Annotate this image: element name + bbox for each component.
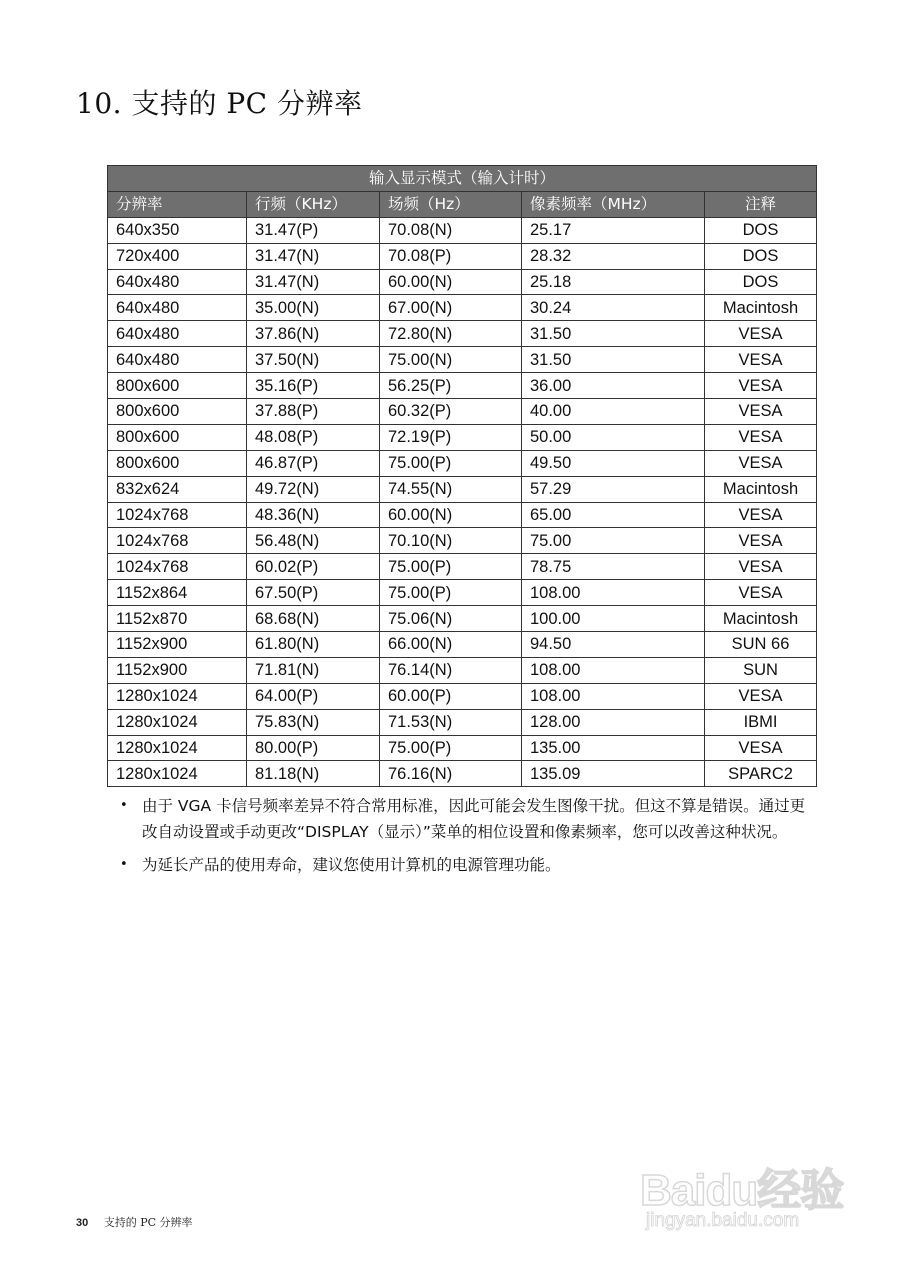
- cell-pixel-clock: 50.00: [522, 424, 705, 450]
- cell-pixel-clock: 28.32: [522, 243, 705, 269]
- cell-vertical-frequency: 72.19(P): [380, 424, 522, 450]
- note-item: [120, 793, 820, 845]
- cell-pixel-clock: 40.00: [522, 399, 705, 425]
- cell-note: VESA: [705, 683, 817, 709]
- cell-note: DOS: [705, 243, 817, 269]
- table-row: [108, 217, 817, 243]
- cell-note: Macintosh: [705, 476, 817, 502]
- table-row: [108, 528, 817, 554]
- cell-note: VESA: [705, 580, 817, 606]
- cell-horizontal-frequency: 37.86(N): [247, 321, 380, 347]
- table-row: [108, 502, 817, 528]
- cell-pixel-clock: 31.50: [522, 347, 705, 373]
- notes-list: [120, 793, 820, 885]
- cell-horizontal-frequency: 49.72(N): [247, 476, 380, 502]
- cell-vertical-frequency: 75.00(P): [380, 450, 522, 476]
- cell-horizontal-frequency: 67.50(P): [247, 580, 380, 606]
- cell-vertical-frequency: 60.00(N): [380, 269, 522, 295]
- cell-resolution: 1280x1024: [108, 709, 247, 735]
- table-row: [108, 554, 817, 580]
- cell-horizontal-frequency: 80.00(P): [247, 735, 380, 761]
- table-banner: 输入显示模式（输入计时）: [108, 166, 817, 192]
- section-title: 支持的 PC 分辨率: [131, 87, 363, 120]
- cell-note: Macintosh: [705, 606, 817, 632]
- cell-pixel-clock: 135.09: [522, 761, 705, 787]
- bullet: •: [120, 857, 128, 872]
- cell-vertical-frequency: 75.06(N): [380, 606, 522, 632]
- cell-resolution: 1152x900: [108, 657, 247, 683]
- cell-vertical-frequency: 66.00(N): [380, 632, 522, 658]
- cell-note: DOS: [705, 269, 817, 295]
- cell-pixel-clock: 94.50: [522, 632, 705, 658]
- cell-resolution: 1024x768: [108, 554, 247, 580]
- cell-note: VESA: [705, 321, 817, 347]
- cell-vertical-frequency: 56.25(P): [380, 373, 522, 399]
- cell-horizontal-frequency: 75.83(N): [247, 709, 380, 735]
- cell-resolution: 640x480: [108, 321, 247, 347]
- cell-note: DOS: [705, 217, 817, 243]
- footer-label: 支持的 PC 分辨率: [103, 1216, 193, 1229]
- cell-resolution: 800x600: [108, 373, 247, 399]
- cell-vertical-frequency: 75.00(P): [380, 735, 522, 761]
- cell-pixel-clock: 36.00: [522, 373, 705, 399]
- cell-note: VESA: [705, 399, 817, 425]
- cell-vertical-frequency: 75.00(N): [380, 347, 522, 373]
- cell-note: VESA: [705, 373, 817, 399]
- cell-pixel-clock: 65.00: [522, 502, 705, 528]
- cell-pixel-clock: 78.75: [522, 554, 705, 580]
- cell-pixel-clock: 57.29: [522, 476, 705, 502]
- table-row: [108, 657, 817, 683]
- cell-resolution: 1152x864: [108, 580, 247, 606]
- header-vertical-frequency: 场频（Hz）: [380, 191, 522, 217]
- table-row: [108, 399, 817, 425]
- cell-pixel-clock: 75.00: [522, 528, 705, 554]
- cell-note: VESA: [705, 347, 817, 373]
- cell-horizontal-frequency: 48.08(P): [247, 424, 380, 450]
- watermark-url: jingyan.baidu.com: [646, 1210, 800, 1231]
- cell-horizontal-frequency: 35.00(N): [247, 295, 380, 321]
- cell-horizontal-frequency: 46.87(P): [247, 450, 380, 476]
- note-item: [120, 852, 820, 878]
- cell-vertical-frequency: 67.00(N): [380, 295, 522, 321]
- cell-pixel-clock: 49.50: [522, 450, 705, 476]
- table-row: [108, 295, 817, 321]
- note-text: 为延长产品的使用寿命，建议您使用计算机的电源管理功能。: [142, 856, 561, 874]
- table-row: [108, 683, 817, 709]
- note-text: 由于 VGA 卡信号频率差异不符合常用标准，因此可能会发生图像干扰。但这不算是错误。通过更改自动设置或手动更改“DISPLAY（显示）”菜单的相位设置和像素频率，您可以改善这种状况。: [142, 797, 806, 841]
- watermark: [640, 1150, 850, 1240]
- cell-resolution: 800x600: [108, 450, 247, 476]
- cell-vertical-frequency: 72.80(N): [380, 321, 522, 347]
- cell-pixel-clock: 25.18: [522, 269, 705, 295]
- cell-pixel-clock: 100.00: [522, 606, 705, 632]
- cell-note: VESA: [705, 502, 817, 528]
- table-row: [108, 450, 817, 476]
- table-row: [108, 243, 817, 269]
- cell-horizontal-frequency: 31.47(P): [247, 217, 380, 243]
- section-number: 10.: [76, 87, 123, 120]
- table-row: [108, 269, 817, 295]
- cell-pixel-clock: 135.00: [522, 735, 705, 761]
- cell-vertical-frequency: 76.16(N): [380, 761, 522, 787]
- table-row: [108, 580, 817, 606]
- watermark-brand: Baidu经验: [640, 1166, 844, 1215]
- cell-pixel-clock: 108.00: [522, 683, 705, 709]
- cell-note: VESA: [705, 424, 817, 450]
- cell-note: SUN 66: [705, 632, 817, 658]
- cell-horizontal-frequency: 56.48(N): [247, 528, 380, 554]
- cell-note: IBMI: [705, 709, 817, 735]
- cell-note: VESA: [705, 528, 817, 554]
- cell-resolution: 800x600: [108, 399, 247, 425]
- cell-pixel-clock: 31.50: [522, 321, 705, 347]
- cell-horizontal-frequency: 37.88(P): [247, 399, 380, 425]
- cell-horizontal-frequency: 64.00(P): [247, 683, 380, 709]
- cell-resolution: 1280x1024: [108, 761, 247, 787]
- cell-note: SUN: [705, 657, 817, 683]
- cell-vertical-frequency: 75.00(P): [380, 580, 522, 606]
- cell-resolution: 640x350: [108, 217, 247, 243]
- cell-resolution: 1024x768: [108, 528, 247, 554]
- cell-vertical-frequency: 76.14(N): [380, 657, 522, 683]
- cell-note: VESA: [705, 450, 817, 476]
- cell-resolution: 1280x1024: [108, 735, 247, 761]
- cell-vertical-frequency: 70.08(N): [380, 217, 522, 243]
- cell-note: SPARC2: [705, 761, 817, 787]
- cell-note: Macintosh: [705, 295, 817, 321]
- cell-resolution: 1280x1024: [108, 683, 247, 709]
- table-body: [108, 217, 817, 787]
- cell-pixel-clock: 128.00: [522, 709, 705, 735]
- cell-horizontal-frequency: 81.18(N): [247, 761, 380, 787]
- cell-resolution: 1152x900: [108, 632, 247, 658]
- cell-vertical-frequency: 70.08(P): [380, 243, 522, 269]
- cell-resolution: 640x480: [108, 295, 247, 321]
- cell-resolution: 640x480: [108, 347, 247, 373]
- cell-horizontal-frequency: 35.16(P): [247, 373, 380, 399]
- cell-note: VESA: [705, 554, 817, 580]
- cell-horizontal-frequency: 60.02(P): [247, 554, 380, 580]
- cell-horizontal-frequency: 37.50(N): [247, 347, 380, 373]
- cell-note: VESA: [705, 735, 817, 761]
- cell-vertical-frequency: 60.32(P): [380, 399, 522, 425]
- header-pixel-clock: 像素频率（MHz）: [522, 191, 705, 217]
- resolution-table: [107, 165, 817, 787]
- bullet: •: [120, 798, 128, 813]
- cell-resolution: 720x400: [108, 243, 247, 269]
- cell-vertical-frequency: 75.00(P): [380, 554, 522, 580]
- header-horizontal-frequency: 行频（KHz）: [247, 191, 380, 217]
- cell-horizontal-frequency: 48.36(N): [247, 502, 380, 528]
- cell-horizontal-frequency: 71.81(N): [247, 657, 380, 683]
- header-notes: 注释: [705, 191, 817, 217]
- table-row: [108, 735, 817, 761]
- header-resolution: 分辨率: [108, 191, 247, 217]
- page-footer: [76, 1214, 193, 1230]
- page-number: 30: [76, 1217, 89, 1229]
- cell-horizontal-frequency: 61.80(N): [247, 632, 380, 658]
- cell-horizontal-frequency: 31.47(N): [247, 269, 380, 295]
- table-row: [108, 347, 817, 373]
- table-row: [108, 709, 817, 735]
- cell-horizontal-frequency: 68.68(N): [247, 606, 380, 632]
- cell-pixel-clock: 30.24: [522, 295, 705, 321]
- table-row: [108, 476, 817, 502]
- cell-pixel-clock: 25.17: [522, 217, 705, 243]
- cell-vertical-frequency: 60.00(P): [380, 683, 522, 709]
- table-row: [108, 424, 817, 450]
- table-row: [108, 632, 817, 658]
- table-row: [108, 606, 817, 632]
- cell-horizontal-frequency: 31.47(N): [247, 243, 380, 269]
- cell-vertical-frequency: 60.00(N): [380, 502, 522, 528]
- cell-pixel-clock: 108.00: [522, 657, 705, 683]
- table-row: [108, 373, 817, 399]
- cell-resolution: 800x600: [108, 424, 247, 450]
- cell-vertical-frequency: 70.10(N): [380, 528, 522, 554]
- table-row: [108, 321, 817, 347]
- cell-resolution: 1024x768: [108, 502, 247, 528]
- cell-resolution: 1152x870: [108, 606, 247, 632]
- cell-pixel-clock: 108.00: [522, 580, 705, 606]
- page-title: [76, 82, 363, 122]
- cell-vertical-frequency: 71.53(N): [380, 709, 522, 735]
- cell-vertical-frequency: 74.55(N): [380, 476, 522, 502]
- cell-resolution: 640x480: [108, 269, 247, 295]
- table-row: [108, 761, 817, 787]
- cell-resolution: 832x624: [108, 476, 247, 502]
